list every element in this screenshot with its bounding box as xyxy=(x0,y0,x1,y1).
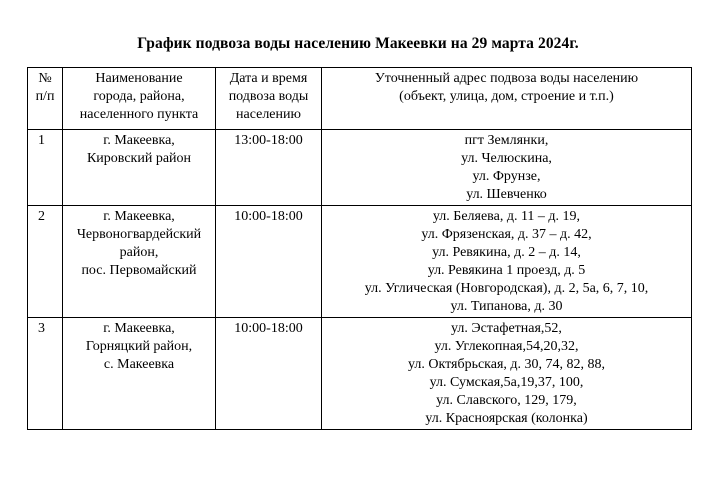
address-line: ул. Фрунзе, xyxy=(472,169,541,184)
place-line: Горняцкий район, xyxy=(85,339,193,354)
row-place xyxy=(63,206,216,318)
header-number-line: п/п xyxy=(35,89,55,104)
place-line: Кировский район xyxy=(86,151,192,166)
header-place-line: населенного пункта xyxy=(79,107,199,122)
place-line: г. Макеевка, xyxy=(103,321,175,336)
address-line: ул. Углическая (Новгородская), д. 2, 5а, 6, 7, 10, xyxy=(364,281,649,296)
place-line: район, xyxy=(119,245,159,260)
address-line: ул. Красноярская (колонка) xyxy=(425,411,588,426)
header-time xyxy=(216,68,322,130)
document-title: График подвоза воды населению Макеевки на 29 марта 2024г. xyxy=(137,35,579,52)
address-line: ул. Типанова, д. 30 xyxy=(450,299,563,314)
address-line: пгт Землянки, xyxy=(464,133,549,148)
row-number: 2 xyxy=(28,206,63,318)
place-line: г. Макеевка, xyxy=(103,209,175,224)
address-line: ул. Октябрьская, д. 30, 74, 82, 88, xyxy=(407,357,606,372)
header-time-line: подвоза воды xyxy=(228,89,309,104)
row-time: 13:00-18:00 xyxy=(216,130,322,206)
row-number: 3 xyxy=(28,318,63,430)
address-line: ул. Челюскина, xyxy=(461,151,552,166)
header-address xyxy=(322,68,692,130)
address-line: ул. Эстафетная,52, xyxy=(451,321,562,336)
address-line: ул. Углекопная,54,20,32, xyxy=(434,339,579,354)
address-line: ул. Ревякина 1 проезд, д. 5 xyxy=(427,263,586,278)
address-line: ул. Ревякина, д. 2 – д. 14, xyxy=(432,245,581,260)
header-address-line: Уточненный адрес подвоза воды населению xyxy=(374,71,639,86)
header-time-line: Дата и время xyxy=(229,71,308,86)
place-line: с. Макеевка xyxy=(103,357,175,372)
row-address xyxy=(322,206,692,318)
header-number xyxy=(28,68,63,130)
header-place xyxy=(63,68,216,130)
header-place-line: города, района, xyxy=(93,89,185,104)
address-line: ул. Беляева, д. 11 – д. 19, xyxy=(432,209,581,224)
row-time: 10:00-18:00 xyxy=(216,318,322,430)
table-row xyxy=(28,206,692,318)
row-address xyxy=(322,318,692,430)
address-line: ул. Славского, 129, 179, xyxy=(436,393,577,408)
address-line: ул. Сумская,5а,19,37, 100, xyxy=(429,375,584,390)
table-row xyxy=(28,130,692,206)
place-line: г. Макеевка, xyxy=(103,133,175,148)
address-line: ул. Шевченко xyxy=(466,187,547,202)
row-time: 10:00-18:00 xyxy=(216,206,322,318)
row-place xyxy=(63,130,216,206)
header-address-line: (объект, улица, дом, строение и т.п.) xyxy=(399,89,614,104)
row-address xyxy=(322,130,692,206)
row-number: 1 xyxy=(28,130,63,206)
header-place-line: Наименование xyxy=(95,71,183,86)
table-row xyxy=(28,318,692,430)
table-header-row xyxy=(28,68,692,130)
place-line: Червоногвардейский xyxy=(76,227,202,242)
row-place xyxy=(63,318,216,430)
place-line: пос. Первомайский xyxy=(81,263,197,278)
header-number-line: № xyxy=(38,71,52,86)
header-time-line: населению xyxy=(236,107,301,122)
address-line: ул. Фрязенская, д. 37 – д. 42, xyxy=(421,227,592,242)
water-schedule-table xyxy=(27,67,692,430)
